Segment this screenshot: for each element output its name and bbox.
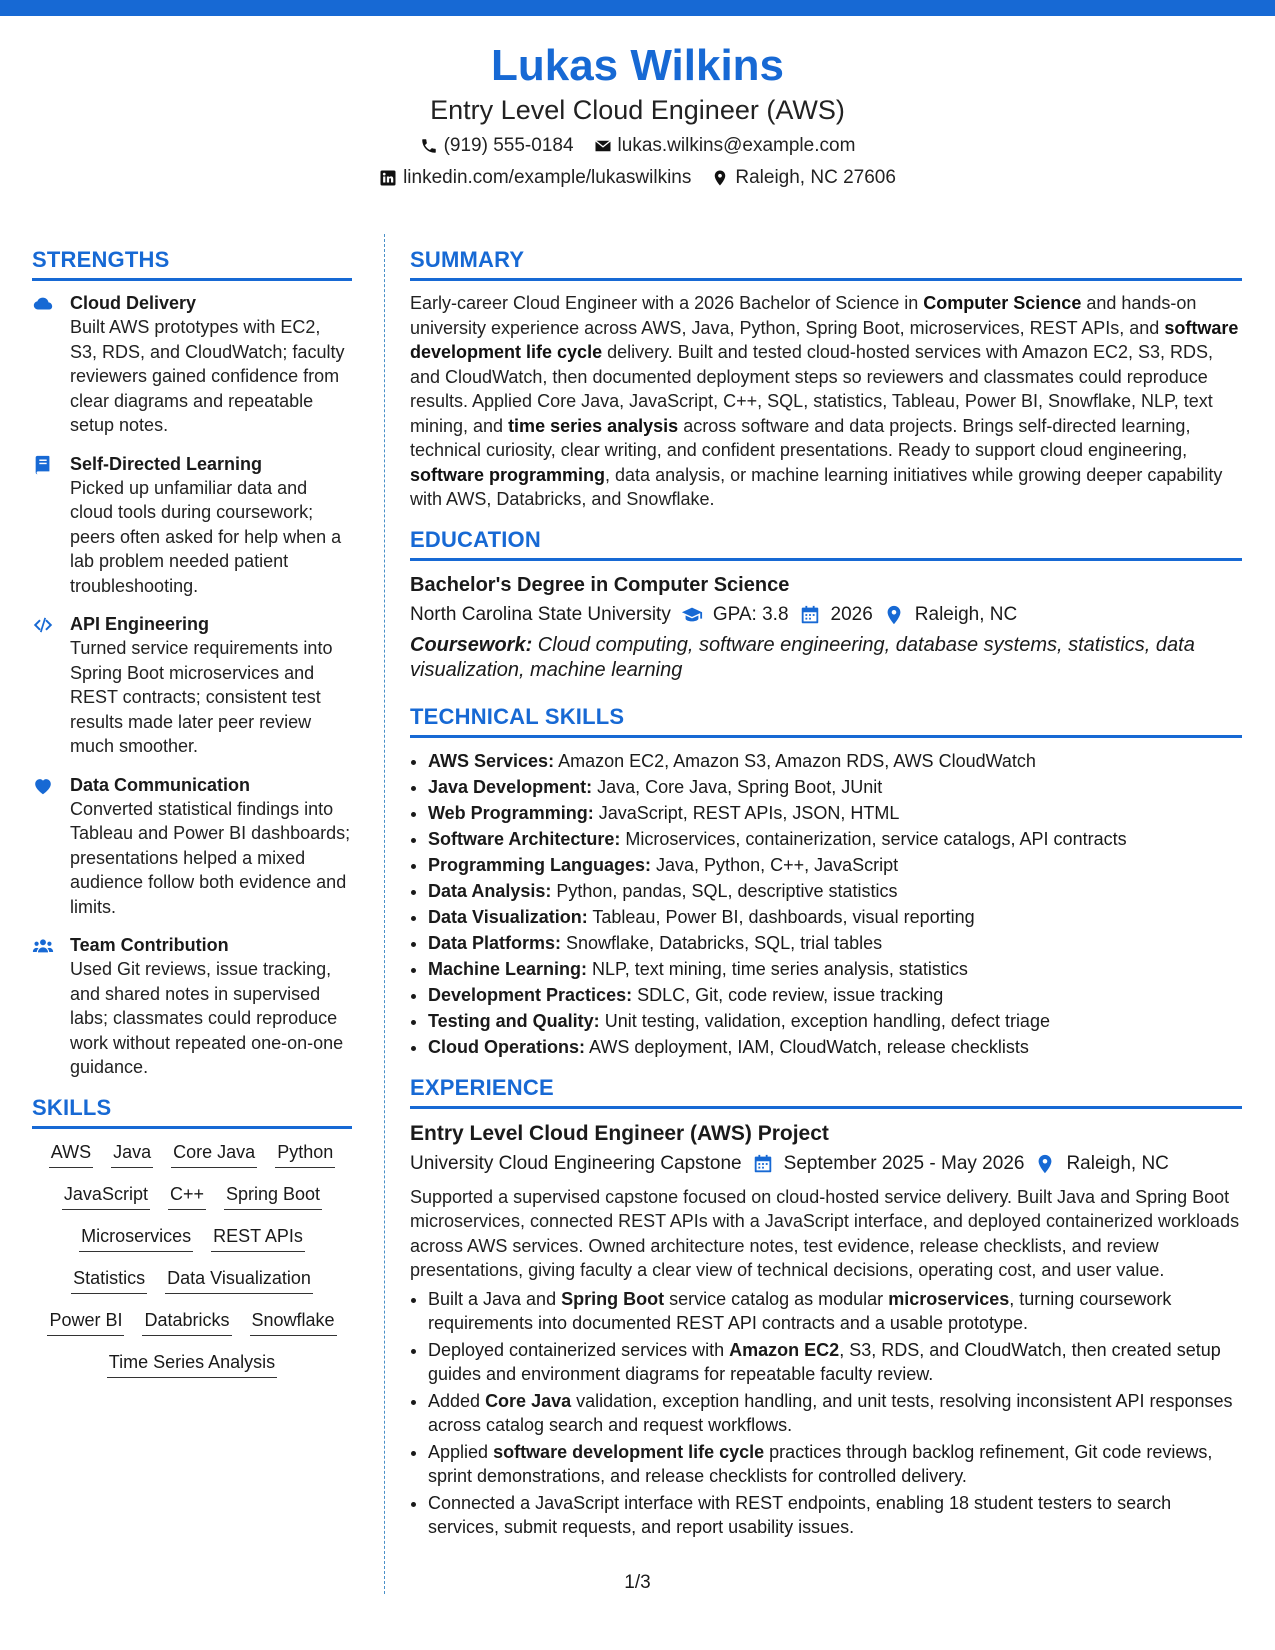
- skill-values: Snowflake, Databricks, SQL, trial tables: [561, 932, 883, 953]
- skill-category: AWS Services:: [428, 750, 555, 771]
- strength-item: [32, 612, 352, 759]
- experience-bullet: [428, 1440, 1242, 1489]
- map-pin-icon: [883, 604, 905, 626]
- graduation-cap-icon: [681, 604, 703, 626]
- text-run: , S3, RDS, and CloudWatch, then created setup guides and environment diagrams for repeatable faculty review.: [428, 1339, 1221, 1384]
- skill-category: Machine Learning:: [428, 958, 588, 979]
- experience-bullets: [410, 1287, 1242, 1540]
- skill-row: [32, 1307, 352, 1336]
- skill-tag: Java: [111, 1139, 153, 1168]
- skill-values: Amazon EC2, Amazon S3, Amazon RDS, AWS CloudWatch: [554, 750, 1036, 771]
- heart-icon: [32, 775, 54, 797]
- phone-icon: [420, 137, 438, 155]
- coursework-label: Coursework:: [410, 633, 533, 656]
- section-rule: [410, 278, 1242, 281]
- bold-text: microservices: [888, 1288, 1010, 1309]
- linkedin-url[interactable]: linkedin.com/example/lukaswilkins: [403, 167, 692, 188]
- coursework-list: Cloud computing, software engineering, database systems, statistics, data visualization, machine learning: [410, 633, 1195, 681]
- envelope-icon: [594, 137, 612, 155]
- skill-row: [32, 1139, 352, 1168]
- cloud-icon: [32, 293, 54, 315]
- strength-item: [32, 933, 352, 1080]
- text-run: practices through backlog refinement, Git code reviews, sprint demonstrations, and release checklists for controlled delivery.: [428, 1441, 1213, 1486]
- education-gpa: GPA: 3.8: [712, 603, 789, 625]
- text-run: across software and data projects. Brings self-directed learning, technical curiosity, clear writing, and confident presentations. Ready to support cloud engineering,: [410, 415, 1191, 460]
- strength-description: Used Git reviews, issue tracking, and shared notes in supervised labs; classmates could reproduce work without repeated one-on-one guidance.: [70, 959, 344, 1077]
- skill-row: [32, 1223, 352, 1252]
- strength-title: Cloud Delivery: [70, 293, 197, 313]
- bold-text: Computer Science: [923, 293, 1082, 313]
- skills-heading: SKILLS: [32, 1094, 112, 1120]
- skill-tag: REST APIs: [211, 1223, 305, 1252]
- skill-row: [32, 1349, 352, 1378]
- strength-item: [32, 773, 352, 920]
- text-run: and hands-on university experience across AWS, Java, Python, Spring Boot, microservices, REST APIs, and: [410, 293, 1197, 338]
- strength-title: API Engineering: [70, 614, 210, 634]
- technical-skill-item: [428, 930, 1242, 956]
- text-run: validation, exception handling, and unit tests, resolving inconsistent API responses across catalog search and request workflows.: [428, 1390, 1233, 1435]
- technical-skill-item: [428, 748, 1242, 774]
- linkedin-contact[interactable]: [379, 164, 691, 192]
- technical-skill-item: [428, 878, 1242, 904]
- section-rule: [410, 1106, 1242, 1109]
- skill-values: Java, Python, C++, JavaScript: [651, 854, 899, 875]
- education-year: 2026: [830, 603, 873, 625]
- education-school: North Carolina State University: [410, 603, 671, 625]
- section-rule: [32, 278, 352, 281]
- technical-skill-item: [428, 852, 1242, 878]
- skill-category: Data Visualization:: [428, 906, 588, 927]
- skill-values: Tableau, Power BI, dashboards, visual reporting: [587, 906, 975, 927]
- experience-bullet: [428, 1389, 1242, 1438]
- book-icon: [32, 454, 54, 476]
- section-rule: [410, 735, 1242, 738]
- skill-values: Python, pandas, SQL, descriptive statistics: [551, 880, 898, 901]
- technical-skill-item: [428, 774, 1242, 800]
- skill-category: Data Analysis:: [428, 880, 552, 901]
- text-run: Built a Java and: [428, 1288, 562, 1309]
- skill-tag: JavaScript: [62, 1181, 150, 1210]
- left-column: [32, 246, 352, 1391]
- experience-heading: EXPERIENCE: [410, 1074, 554, 1100]
- users-icon: [32, 935, 54, 957]
- skill-tag: Time Series Analysis: [107, 1349, 277, 1378]
- skill-values: Microservices, containerization, service catalogs, API contracts: [620, 828, 1127, 849]
- technical-skill-item: [428, 1034, 1242, 1060]
- phone-number: (919) 555-0184: [443, 135, 574, 156]
- technical-skills-heading: TECHNICAL SKILLS: [410, 703, 625, 729]
- strength-title: Self-Directed Learning: [70, 453, 263, 474]
- section-rule: [32, 1126, 352, 1129]
- summary-text: [410, 291, 1242, 512]
- summary-heading: SUMMARY: [410, 247, 525, 272]
- technical-skill-item: [428, 956, 1242, 982]
- text-run: service catalog as modular: [664, 1288, 889, 1309]
- skill-tag: Data Visualization: [165, 1265, 313, 1294]
- skill-category: Java Development:: [428, 776, 593, 797]
- bold-text: Amazon EC2: [729, 1339, 840, 1360]
- text-run: Connected a JavaScript interface with REST endpoints, enabling 18 student testers to search services, submit requests, and report usability issues.: [428, 1492, 1172, 1537]
- map-pin-icon: [1034, 1153, 1056, 1175]
- experience-dates: September 2025 - May 2026: [783, 1152, 1025, 1174]
- strength-description: Turned service requirements into Spring Boot microservices and REST contracts; consistent test results made later peer review much smoother.: [70, 638, 333, 756]
- skill-values: NLP, text mining, time series analysis, statistics: [587, 958, 968, 979]
- experience-bullet: [428, 1287, 1242, 1336]
- skill-category: Programming Languages:: [428, 854, 652, 875]
- experience-organization: University Cloud Engineering Capstone: [410, 1152, 742, 1174]
- email-address[interactable]: lukas.wilkins@example.com: [617, 135, 856, 156]
- text-run: , turning coursework requirements into documented REST API contracts and a usable prototype.: [428, 1288, 1172, 1333]
- experience-description: Supported a supervised capstone focused on cloud-hosted service delivery. Built Java and Spring Boot microservices, connected REST APIs with a JavaScript interface, and deployed containerized workloads across AWS services. Owned architecture notes, test evidence, release checklists, and review presentations, giving faculty a clear view of technical decisions, operating cost, and user value.: [410, 1186, 1240, 1280]
- skill-category: Cloud Operations:: [428, 1036, 585, 1057]
- skills-tags: [32, 1139, 352, 1378]
- education-coursework: [410, 633, 1242, 683]
- strength-description: Picked up unfamiliar data and cloud tools during coursework; peers often asked for help when a lab problem needed patient troubleshooting.: [70, 477, 342, 596]
- contact-row-2: [0, 164, 1275, 192]
- skill-values: AWS deployment, IAM, CloudWatch, release checklists: [585, 1036, 1029, 1057]
- section-rule: [410, 558, 1242, 561]
- strength-title: Team Contribution: [70, 935, 229, 955]
- skill-category: Software Architecture:: [428, 828, 621, 849]
- skill-category: Testing and Quality:: [428, 1010, 600, 1031]
- calendar-icon: [799, 604, 821, 626]
- strength-description: Converted statistical findings into Tableau and Power BI dashboards; presentations helped a mixed audience follow both evidence and limits.: [70, 798, 351, 917]
- skill-tag: C++: [168, 1181, 206, 1210]
- email-contact[interactable]: [594, 132, 856, 160]
- education-details: [410, 601, 1242, 629]
- education-heading: EDUCATION: [410, 526, 541, 552]
- strength-description: Built AWS prototypes with EC2, S3, RDS, and CloudWatch; faculty reviewers gained confidence from clear diagrams and repeatable setup notes.: [70, 317, 345, 435]
- skill-tag: Statistics: [71, 1265, 147, 1294]
- technical-skill-item: [428, 982, 1242, 1008]
- strength-item: [32, 291, 352, 438]
- technical-skills-list: [410, 748, 1242, 1060]
- skill-category: Web Programming:: [428, 802, 594, 823]
- code-icon: [32, 614, 54, 636]
- skill-category: Development Practices:: [428, 984, 633, 1005]
- experience-location: Raleigh, NC: [1066, 1152, 1169, 1174]
- right-column: [410, 246, 1242, 1542]
- skill-tag: Spring Boot: [224, 1181, 322, 1210]
- text-run: Early-career Cloud Engineer with a 2026 Bachelor of Science in: [410, 293, 924, 313]
- skill-tag: Databricks: [142, 1307, 231, 1336]
- experience-bullet: [428, 1338, 1242, 1387]
- strength-item: [32, 452, 352, 599]
- text-run: Deployed containerized services with: [428, 1339, 730, 1360]
- experience-title: Entry Level Cloud Engineer (AWS) Project: [410, 1121, 829, 1145]
- bold-text: time series analysis: [508, 415, 679, 436]
- experience-details: [410, 1149, 1242, 1179]
- candidate-title: Entry Level Cloud Engineer (AWS): [430, 95, 845, 125]
- location-text: Raleigh, NC 27606: [735, 167, 896, 188]
- skill-tag: Core Java: [171, 1139, 257, 1168]
- bold-text: Spring Boot: [561, 1288, 665, 1309]
- bold-text: software development life cycle: [493, 1441, 765, 1462]
- bold-text: software programming: [410, 464, 606, 485]
- technical-skill-item: [428, 800, 1242, 826]
- skill-row: [32, 1265, 352, 1294]
- text-run: delivery. Built and tested cloud-hosted services with Amazon EC2, S3, RDS, and CloudWatch, then documented deployment steps so reviewers and classmates could reproduce results. Applied Core Java, JavaScript, C++, SQL, statistics, Tableau, Power BI, Snowflake, NLP, text mining, and: [410, 342, 1214, 436]
- skill-tag: AWS: [49, 1139, 93, 1168]
- strengths-heading: STRENGTHS: [32, 247, 170, 272]
- technical-skill-item: [428, 826, 1242, 852]
- technical-skill-item: [428, 1008, 1242, 1034]
- experience-bullet: [428, 1491, 1242, 1540]
- phone-contact: [420, 132, 574, 160]
- skill-tag: Power BI: [47, 1307, 124, 1336]
- linkedin-icon: [379, 169, 397, 187]
- map-pin-icon: [711, 169, 729, 187]
- column-divider: [384, 234, 385, 1594]
- skill-tag: Snowflake: [250, 1307, 337, 1336]
- contact-row-1: [0, 132, 1275, 160]
- text-run: Added: [428, 1390, 486, 1411]
- skill-values: JavaScript, REST APIs, JSON, HTML: [593, 802, 900, 823]
- location-contact: [711, 164, 896, 192]
- text-run: , data analysis, or machine learning initiatives while growing deeper capability with AWS, Databricks, and Snowflake.: [410, 464, 1223, 509]
- page-number: 1/3: [624, 1572, 651, 1593]
- education-degree: Bachelor's Degree in Computer Science: [410, 573, 790, 596]
- skill-tag: Microservices: [79, 1223, 193, 1252]
- top-accent-bar: [0, 0, 1275, 16]
- candidate-name: Lukas Wilkins: [490, 41, 785, 90]
- resume-header: [0, 40, 1275, 192]
- education-location: Raleigh, NC: [914, 603, 1018, 625]
- skill-values: Unit testing, validation, exception handling, defect triage: [599, 1010, 1050, 1031]
- bold-text: software development life cycle: [410, 317, 1239, 362]
- skill-values: SDLC, Git, code review, issue tracking: [632, 984, 944, 1005]
- text-run: Applied: [428, 1441, 494, 1462]
- calendar-icon: [752, 1153, 774, 1175]
- skill-category: Data Platforms:: [428, 932, 562, 953]
- bold-text: Core Java: [485, 1390, 572, 1411]
- skill-values: Java, Core Java, Spring Boot, JUnit: [592, 776, 883, 797]
- strength-title: Data Communication: [70, 774, 251, 795]
- skill-tag: Python: [275, 1139, 335, 1168]
- technical-skill-item: [428, 904, 1242, 930]
- skill-row: [32, 1181, 352, 1210]
